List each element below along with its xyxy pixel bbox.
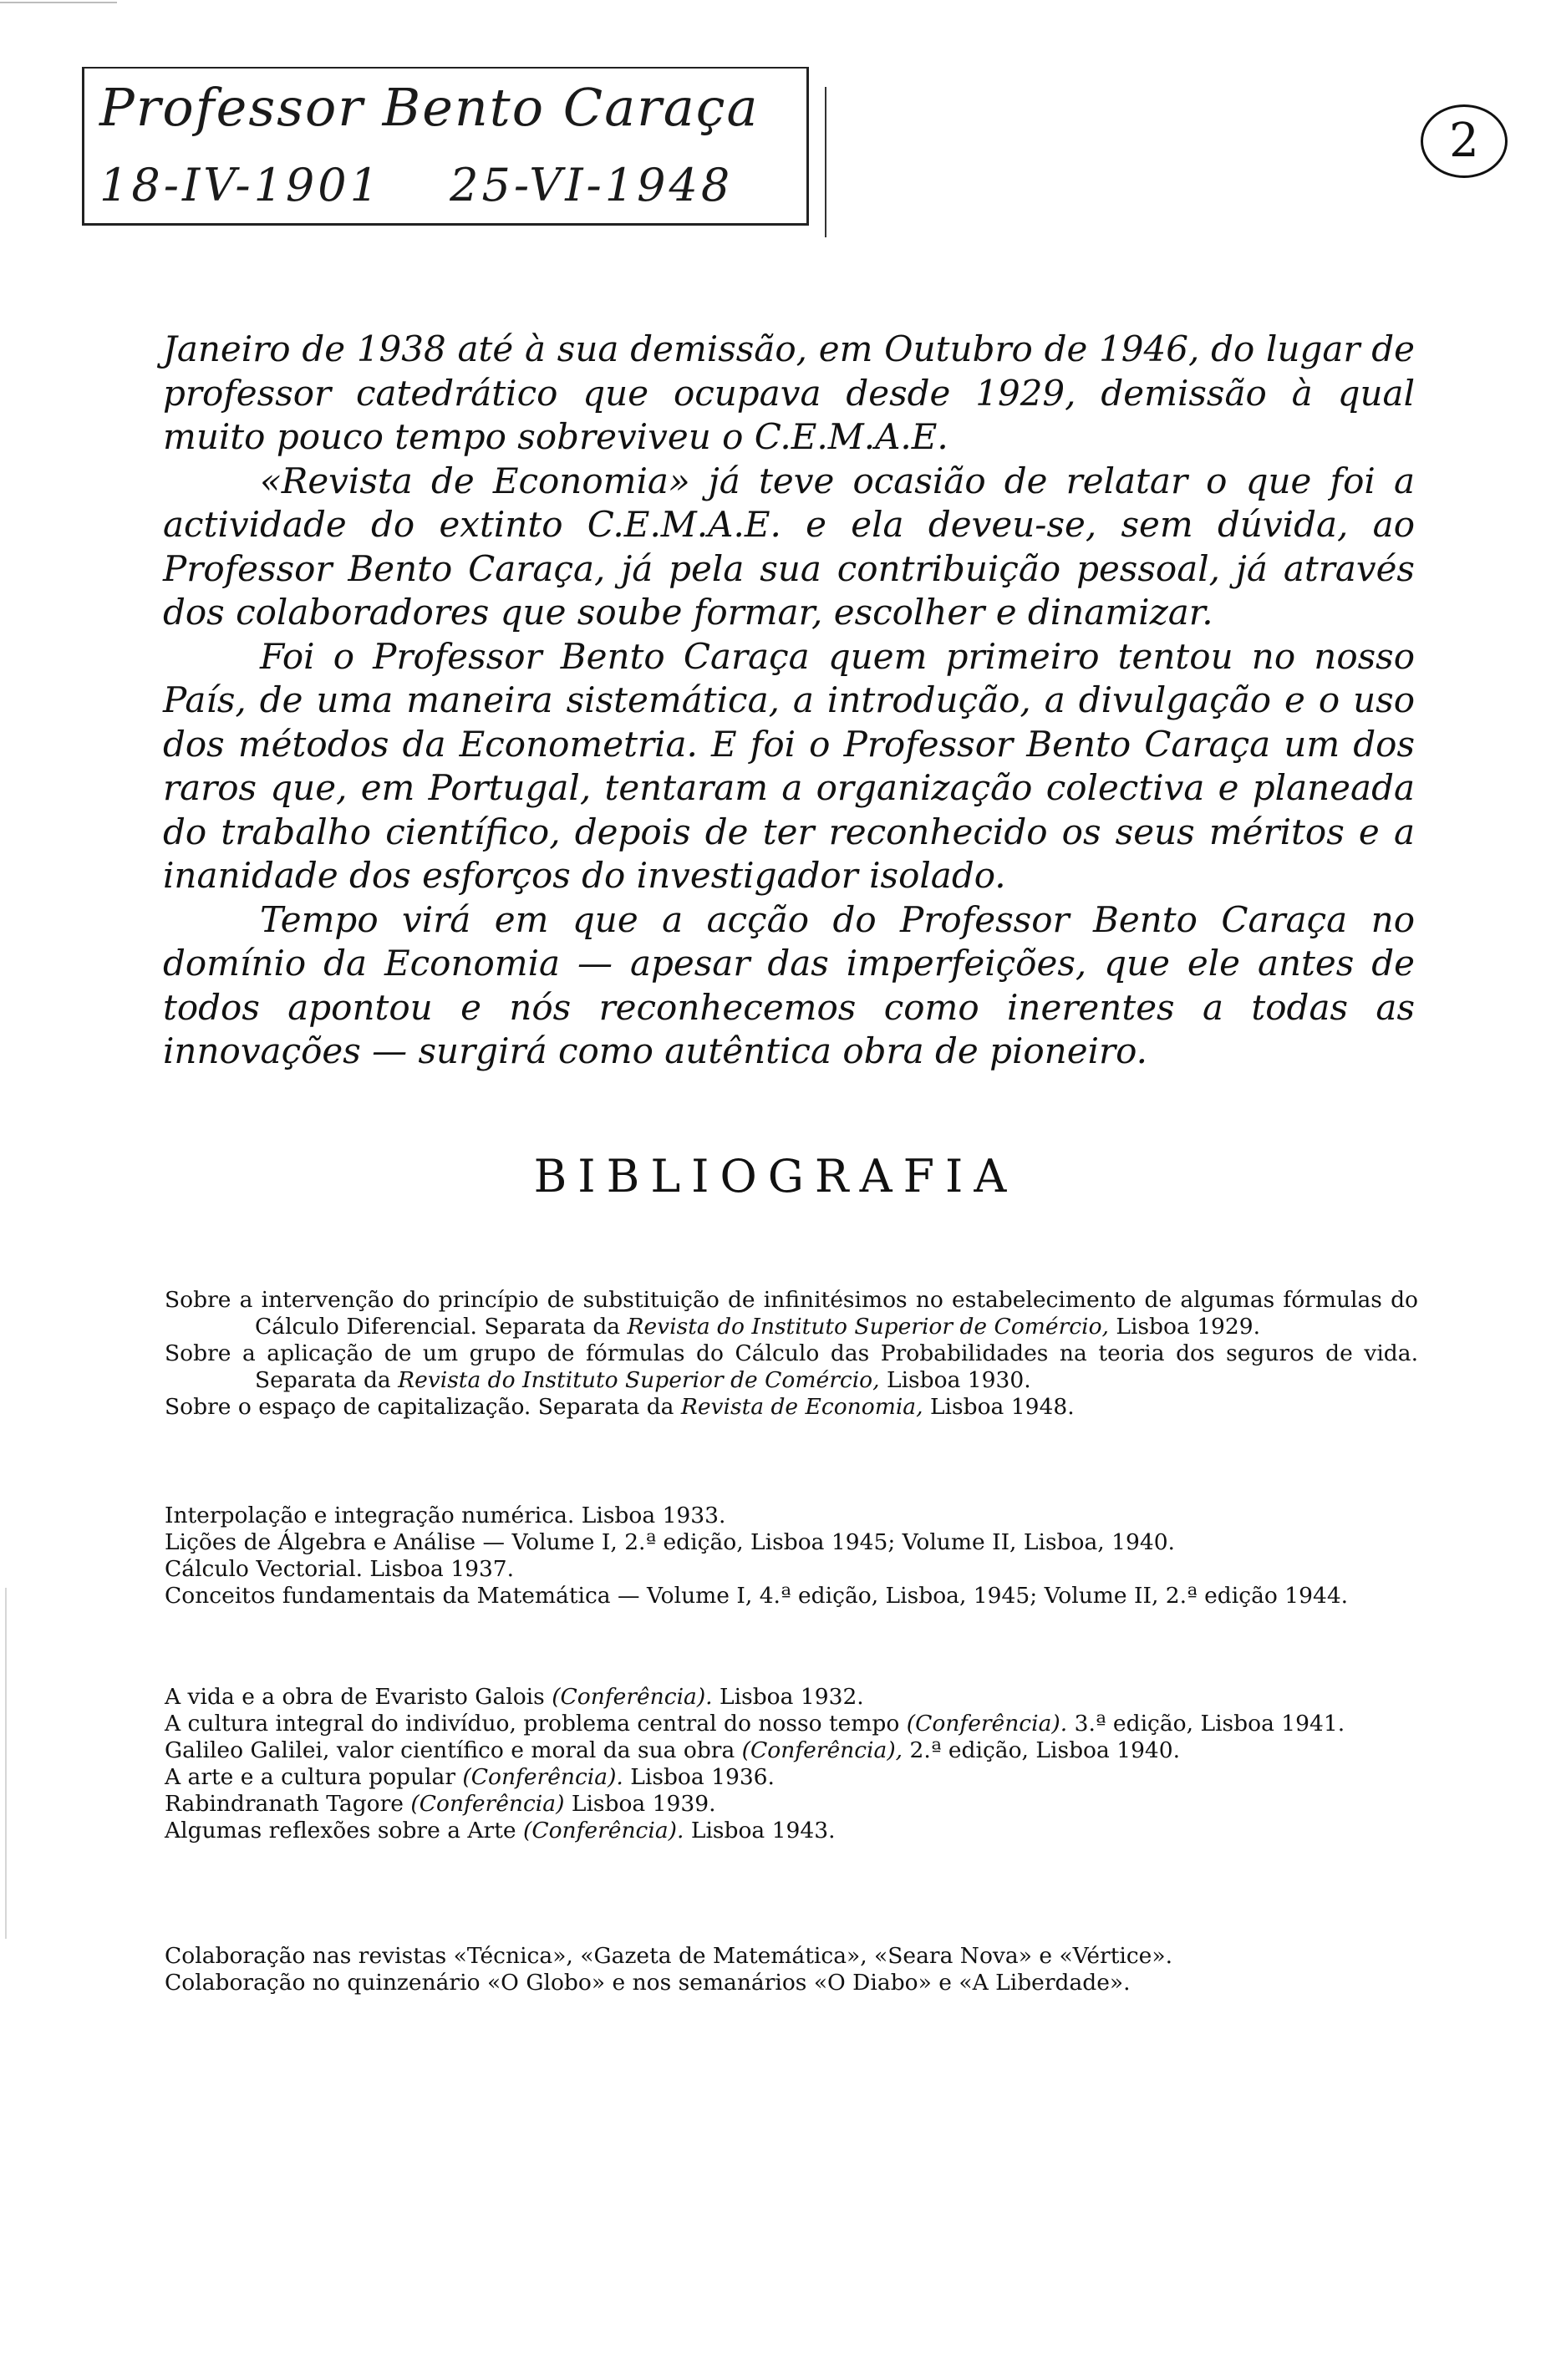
- bibliography-entry: Colaboração nas revistas «Técnica», «Gazeta de Matemática», «Seara Nova» e «Vértice».: [165, 1943, 1172, 1969]
- handwritten-annotation-box: [82, 67, 809, 226]
- bibliography-group-separatas: [165, 1287, 1418, 1421]
- bibliography-entry: Lições de Álgebra e Análise — Volume I, 2.ª edição, Lisboa 1945; Volume II, Lisboa, 1940.: [165, 1529, 1175, 1555]
- bibliography-group-conferences: [165, 1684, 1418, 1844]
- bibliography-entry: A vida e a obra de Evaristo Galois (Conferência). Lisboa 1932.: [165, 1684, 864, 1710]
- page-number: 2: [1421, 104, 1508, 178]
- scan-mark-top: [0, 2, 117, 3]
- bibliography-entry: Interpolação e integração numérica. Lisboa 1933.: [165, 1503, 726, 1528]
- scan-mark-left: [5, 1588, 7, 1939]
- body-paragraph-3: Foi o Professor Bento Caraça quem primeiro tentou no nosso País, de uma maneira sistemática, a introdução, a divulgação e o uso dos métodos da Econometria. E foi o Professor Bento Caraça um dos raros que, em Portugal, tentaram a organização colectiva e planeada do trabalho científico, depois de ter reconhecido os seus méritos e a inanidade dos esforços do investigador isolado.: [163, 635, 1415, 896]
- bibliography-entry: A arte e a cultura popular (Conferência). Lisboa 1936.: [165, 1764, 775, 1790]
- bibliography-group-books: [165, 1503, 1418, 1610]
- handwritten-dates: 18-IV-1901 25-VI-1948: [99, 159, 734, 211]
- handwritten-name: Professor Bento Caraça: [99, 77, 760, 138]
- bibliography-title: BIBLIOGRAFIA: [533, 1150, 1018, 1203]
- bibliography-entry: Sobre a intervenção do princípio de substituição de infinitésimos no estabelecimento de algumas fórmulas do Cálculo Diferencial. Separata da Revista do Instituto Superior de Comércio, Lisboa 1929.: [165, 1287, 1418, 1340]
- bibliography-entry: Conceitos fundamentais da Matemática — Volume I, 4.ª edição, Lisboa, 1945; Volume II, 2.ª edição 1944.: [165, 1583, 1349, 1609]
- bibliography-entry: Algumas reflexões sobre a Arte (Conferência). Lisboa 1943.: [165, 1818, 836, 1843]
- bibliography-entry: A cultura integral do indivíduo, problema central do nosso tempo (Conferência). 3.ª edição, Lisboa 1941.: [165, 1711, 1345, 1737]
- body-paragraph-2: «Revista de Economia» já teve ocasião de relatar o que foi a actividade do extinto C.E.M.A.E. e ela deveu-se, sem dúvida, ao Professor Bento Caraça, já pela sua contribuição pessoal, já através dos colaboradores que soube formar, escolher e dinamizar.: [163, 460, 1415, 633]
- bibliography-entry: Sobre a aplicação de um grupo de fórmulas do Cálculo das Probabilidades na teoria dos seguros de vida. Separata da Revista do Instituto Superior de Comércio, Lisboa 1930.: [165, 1340, 1418, 1393]
- bibliography-entry: Colaboração no quinzenário «O Globo» e nos semanários «O Diabo» e «A Liberdade».: [165, 1970, 1131, 1996]
- bibliography-entry: Cálculo Vectorial. Lisboa 1937.: [165, 1556, 515, 1582]
- body-paragraph-1: Janeiro de 1938 até à sua demissão, em Outubro de 1946, do lugar de professor catedrático que ocupava desde 1929, demissão à qual muito pouco tempo sobreviveu o C.E.M.A.E.: [163, 328, 1415, 457]
- body-paragraph-4: Tempo virá em que a acção do Professor Bento Caraça no domínio da Economia — apesar das imperfeições, que ele antes de todos apontou e nós reconhecemos como inerentes a todas as innovações — surgirá como autêntica obra de pioneiro.: [163, 898, 1415, 1071]
- bibliography-entry: Rabindranath Tagore (Conferência) Lisboa 1939.: [165, 1791, 716, 1817]
- body-text: [163, 328, 1415, 1074]
- bibliography-entry: Sobre o espaço de capitalização. Separata da Revista de Economia, Lisboa 1948.: [165, 1394, 1075, 1420]
- bibliography-group-collaborations: [165, 1943, 1418, 1996]
- bibliography-entry: Galileo Galilei, valor científico e moral da sua obra (Conferência), 2.ª edição, Lisboa 1940.: [165, 1737, 1181, 1763]
